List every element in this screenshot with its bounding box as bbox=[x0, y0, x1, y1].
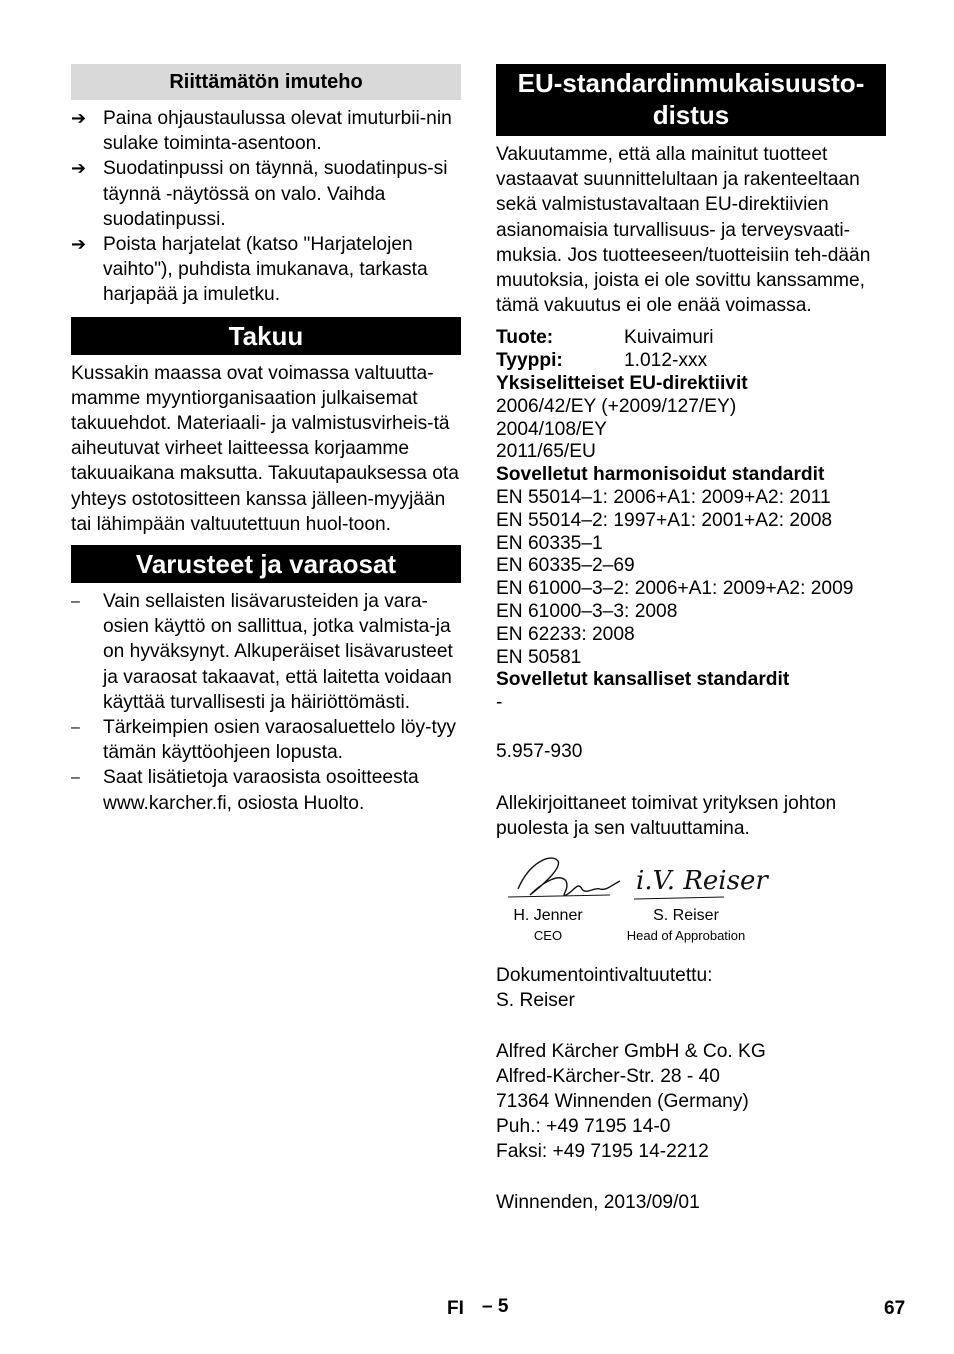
list-item: – Tärkeimpien osien varaosaluettelo löy-tyy tämän käyttöohjeen lopusta. bbox=[71, 717, 457, 764]
directive-item: 2006/42/EY (+2009/127/EY) bbox=[496, 395, 737, 417]
standard-item: EN 60335–1 bbox=[496, 532, 603, 554]
declaration-intro: Vakuutamme, että alla mainitut tuotteet vastaavat suunnittelultaan ja rakenteeltaan sekä valmistustavaltaan EU-direktiivien asianomaisia turvallisuus- ja terveysvaati-muksia. Jos tuotteeseen/tuotteisiin teh-dään muutoksia, joista ei ole sovittu kanssamme, tämä vakuutus ei ole enää voimassa. bbox=[496, 144, 871, 317]
accessories-list bbox=[71, 589, 461, 816]
standard-item: EN 61000–3–2: 2006+A1: 2009+A2: 2009 bbox=[496, 578, 854, 600]
troubleshooting-list bbox=[71, 106, 461, 308]
signer-jenner-name: H. Jenner bbox=[513, 907, 583, 925]
standard-item: EN 55014–1: 2006+A1: 2009+A2: 2011 bbox=[496, 487, 831, 508]
authorized-representative: Dokumentointivaltuutettu: S. Reiser bbox=[496, 965, 713, 1012]
signer-reiser-name: S. Reiser bbox=[653, 907, 719, 925]
signatures bbox=[496, 851, 886, 947]
standard-item: EN 61000–3–3: 2008 bbox=[496, 600, 678, 622]
standard-item: EN 55014–2: 1997+A1: 2001+A2: 2008 bbox=[496, 509, 833, 531]
right-column bbox=[496, 64, 886, 1215]
place-date: Winnenden, 2013/09/01 bbox=[496, 1191, 700, 1213]
harmonised-label: Sovelletut harmonisoidut standardit bbox=[496, 464, 825, 486]
standard-item: EN 50581 bbox=[496, 646, 582, 668]
directive-item: 2004/108/EY bbox=[496, 418, 607, 440]
section-heading-warranty: Takuu bbox=[71, 317, 461, 355]
company-address: Alfred Kärcher GmbH & Co. KG Alfred-Kärcher-Str. 28 - 40 71364 Winnenden (Germany) Puh.: +49 7195 14-0 Faksi: +49 7195 14-2212 bbox=[496, 1040, 766, 1163]
dash-bullet: – bbox=[71, 719, 80, 737]
directive-item: 2011/65/EU bbox=[496, 441, 596, 463]
directives-label: Yksiselitteiset EU-direktiivit bbox=[496, 373, 748, 395]
list-item: ➔ Poista harjatelat (katso "Harjatelojen vaihto"), puhdista imukanava, tarkasta harjapää ja imuletku. bbox=[71, 234, 428, 306]
signature-reiser bbox=[632, 855, 768, 905]
dash-bullet: – bbox=[71, 769, 80, 787]
product-spec bbox=[496, 327, 886, 715]
list-item: ➔ Paina ohjaustaulussa olevat imuturbii-nin sulake toiminta-asentoon. bbox=[71, 108, 452, 155]
product-label: Tuote: bbox=[496, 327, 554, 349]
national-label: Sovelletut kansalliset standardit bbox=[496, 669, 790, 691]
list-item: – Vain sellaisten lisävarusteiden ja vara-osien käyttö on sallittua, jotka valmista-ja on hyväksynyt. Alkuperäiset lisävarusteet ja varaosat takaavat, että laitetta voidaan käyttää turvallisesti ja häiriöttömästi. bbox=[71, 591, 453, 713]
svg-text:i.V. Reiser: i.V. Reiser bbox=[636, 866, 768, 897]
footer-language: FI bbox=[447, 1298, 464, 1319]
arrow-right-icon: ➔ bbox=[71, 234, 87, 255]
list-item: ➔ Suodatinpussi on täynnä, suodatinpus-si täynnä -näytössä on valo. Vaihda suodatinpussi. bbox=[71, 158, 448, 230]
standard-item: EN 62233: 2008 bbox=[496, 623, 635, 645]
footer-page-number: 67 bbox=[884, 1298, 906, 1319]
type-value: 1.012-xxx bbox=[624, 350, 708, 372]
product-value: Kuivaimuri bbox=[624, 327, 714, 349]
footer-section-page: – 5 bbox=[482, 1296, 509, 1317]
list-item: – Saat lisätietoja varaosista osoitteesta www.karcher.fi, osiosta Huolto. bbox=[71, 767, 419, 814]
type-label: Tyyppi: bbox=[496, 350, 563, 372]
standard-item: EN 60335–2–69 bbox=[496, 555, 635, 577]
signer-reiser-role: Head of Approbation bbox=[626, 928, 746, 944]
dash-bullet: – bbox=[71, 593, 80, 611]
section-heading-eu-declaration: EU-standardinmukaisuusto- distus bbox=[496, 64, 886, 136]
document-number: 5.957-930 bbox=[496, 740, 583, 762]
arrow-right-icon: ➔ bbox=[71, 158, 87, 179]
national-value: - bbox=[496, 692, 503, 714]
warranty-text: Kussakin maassa ovat voimassa valtuutta-mamme myyntiorganisaation julkaisemat takuuehdot. Materiaali- ja valmistusvirheis-tä aiheutuvat virheet laitteessa korjaamme takuuaikana maksutta. Takuutapauksessa ota yhteys ostotositteen kanssa jälleen-myyjään tai lähimpään valtuutettuun huol-toon. bbox=[71, 362, 459, 535]
signer-jenner-role: CEO bbox=[533, 928, 563, 944]
signature-jenner bbox=[500, 851, 630, 913]
arrow-right-icon: ➔ bbox=[71, 108, 87, 128]
section-heading-insufficient-suction: Riittämätön imuteho bbox=[71, 64, 461, 100]
section-heading-accessories: Varusteet ja varaosat bbox=[71, 545, 461, 583]
left-column bbox=[71, 64, 461, 816]
signers-text: Allekirjoittaneet toimivat yrityksen johton puolesta ja sen valtuuttamina. bbox=[496, 792, 837, 839]
